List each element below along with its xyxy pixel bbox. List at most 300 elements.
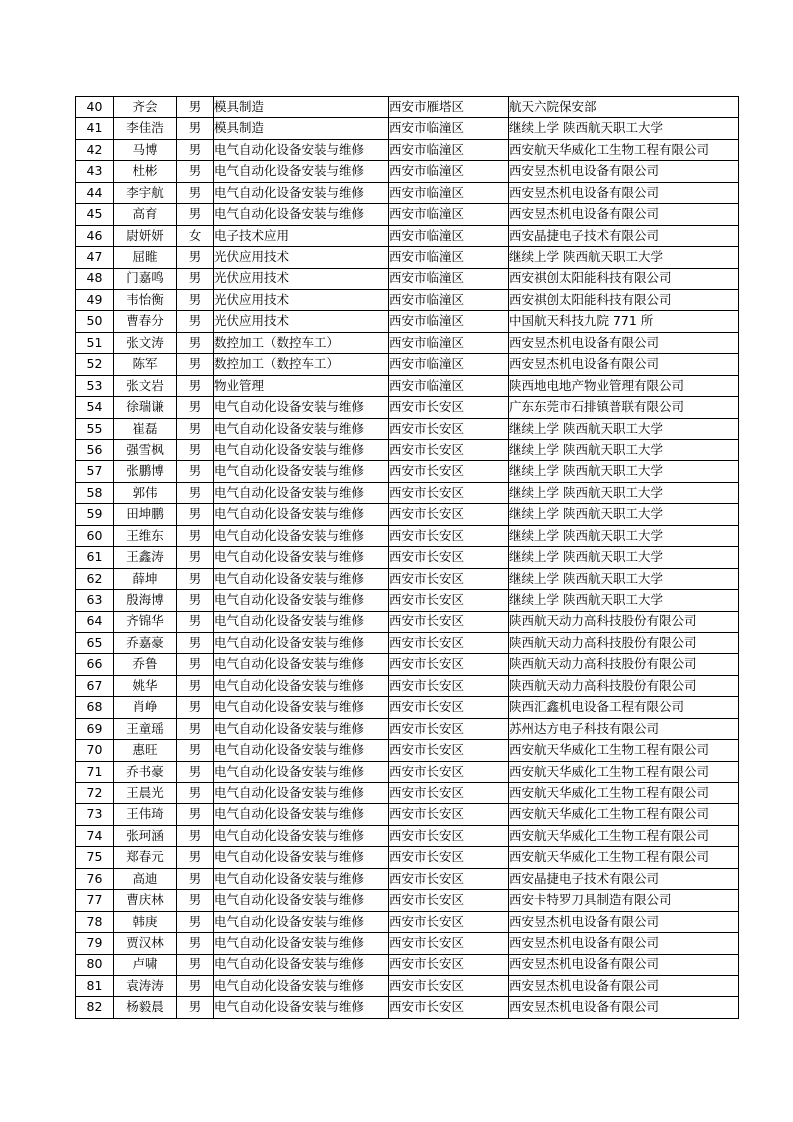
gender-cell: 男 bbox=[177, 397, 214, 418]
major-cell: 电气自动化设备安装与维修 bbox=[214, 954, 389, 975]
destination-cell: 西安航天华威化工生物工程有限公司 bbox=[509, 139, 739, 160]
destination-cell: 西安昱杰机电设备有限公司 bbox=[509, 161, 739, 182]
district-cell: 西安市长安区 bbox=[389, 440, 509, 461]
major-cell: 电气自动化设备安装与维修 bbox=[214, 418, 389, 439]
student-name-cell: 薛坤 bbox=[114, 568, 177, 589]
district-cell: 西安市长安区 bbox=[389, 654, 509, 675]
student-name-cell: 强雪枫 bbox=[114, 440, 177, 461]
major-cell: 电气自动化设备安装与维修 bbox=[214, 397, 389, 418]
destination-cell: 中国航天科技九院 771 所 bbox=[509, 311, 739, 332]
table-row bbox=[76, 890, 739, 911]
district-cell: 西安市长安区 bbox=[389, 697, 509, 718]
row-number-cell: 74 bbox=[76, 825, 114, 846]
table-row bbox=[76, 825, 739, 846]
row-number-cell: 61 bbox=[76, 547, 114, 568]
district-cell: 西安市长安区 bbox=[389, 740, 509, 761]
destination-cell: 西安昱杰机电设备有限公司 bbox=[509, 954, 739, 975]
district-cell: 西安市长安区 bbox=[389, 847, 509, 868]
destination-cell: 继续上学 陕西航天职工大学 bbox=[509, 568, 739, 589]
destination-cell: 西安祺创太阳能科技有限公司 bbox=[509, 268, 739, 289]
major-cell: 电气自动化设备安装与维修 bbox=[214, 482, 389, 503]
major-cell: 电子技术应用 bbox=[214, 225, 389, 246]
student-name-cell: 乔书豪 bbox=[114, 761, 177, 782]
gender-cell: 男 bbox=[177, 954, 214, 975]
district-cell: 西安市长安区 bbox=[389, 761, 509, 782]
student-name-cell: 袁涛涛 bbox=[114, 975, 177, 996]
student-name-cell: 马博 bbox=[114, 139, 177, 160]
row-number-cell: 60 bbox=[76, 525, 114, 546]
gender-cell: 女 bbox=[177, 225, 214, 246]
major-cell: 模具制造 bbox=[214, 97, 389, 118]
major-cell: 电气自动化设备安装与维修 bbox=[214, 568, 389, 589]
destination-cell: 继续上学 陕西航天职工大学 bbox=[509, 525, 739, 546]
row-number-cell: 81 bbox=[76, 975, 114, 996]
major-cell: 电气自动化设备安装与维修 bbox=[214, 868, 389, 889]
gender-cell: 男 bbox=[177, 482, 214, 503]
district-cell: 西安市长安区 bbox=[389, 504, 509, 525]
row-number-cell: 50 bbox=[76, 311, 114, 332]
table-row bbox=[76, 311, 739, 332]
district-cell: 西安市临潼区 bbox=[389, 161, 509, 182]
district-cell: 西安市长安区 bbox=[389, 783, 509, 804]
student-name-cell: 齐会 bbox=[114, 97, 177, 118]
row-number-cell: 82 bbox=[76, 997, 114, 1018]
gender-cell: 男 bbox=[177, 783, 214, 804]
table-row bbox=[76, 718, 739, 739]
gender-cell: 男 bbox=[177, 332, 214, 353]
major-cell: 电气自动化设备安装与维修 bbox=[214, 461, 389, 482]
district-cell: 西安市临潼区 bbox=[389, 247, 509, 268]
destination-cell: 西安昱杰机电设备有限公司 bbox=[509, 997, 739, 1018]
major-cell: 数控加工（数控车工） bbox=[214, 332, 389, 353]
major-cell: 电气自动化设备安装与维修 bbox=[214, 825, 389, 846]
gender-cell: 男 bbox=[177, 268, 214, 289]
destination-cell: 陕西汇鑫机电设备工程有限公司 bbox=[509, 697, 739, 718]
row-number-cell: 42 bbox=[76, 139, 114, 160]
student-name-cell: 陈军 bbox=[114, 354, 177, 375]
row-number-cell: 43 bbox=[76, 161, 114, 182]
destination-cell: 陕西航天动力高科技股份有限公司 bbox=[509, 654, 739, 675]
gender-cell: 男 bbox=[177, 975, 214, 996]
district-cell: 西安市临潼区 bbox=[389, 289, 509, 310]
major-cell: 光伏应用技术 bbox=[214, 311, 389, 332]
table-row bbox=[76, 225, 739, 246]
row-number-cell: 69 bbox=[76, 718, 114, 739]
row-number-cell: 46 bbox=[76, 225, 114, 246]
gender-cell: 男 bbox=[177, 204, 214, 225]
major-cell: 光伏应用技术 bbox=[214, 247, 389, 268]
major-cell: 数控加工（数控车工） bbox=[214, 354, 389, 375]
gender-cell: 男 bbox=[177, 375, 214, 396]
destination-cell: 西安祺创太阳能科技有限公司 bbox=[509, 289, 739, 310]
student-name-cell: 王伟琦 bbox=[114, 804, 177, 825]
district-cell: 西安市长安区 bbox=[389, 868, 509, 889]
major-cell: 电气自动化设备安装与维修 bbox=[214, 504, 389, 525]
destination-cell: 继续上学 陕西航天职工大学 bbox=[509, 461, 739, 482]
destination-cell: 苏州达方电子科技有限公司 bbox=[509, 718, 739, 739]
district-cell: 西安市长安区 bbox=[389, 568, 509, 589]
district-cell: 西安市长安区 bbox=[389, 825, 509, 846]
destination-cell: 西安航天华威化工生物工程有限公司 bbox=[509, 825, 739, 846]
destination-cell: 西安昱杰机电设备有限公司 bbox=[509, 354, 739, 375]
destination-cell: 西安航天华威化工生物工程有限公司 bbox=[509, 783, 739, 804]
row-number-cell: 67 bbox=[76, 675, 114, 696]
table-row bbox=[76, 761, 739, 782]
gender-cell: 男 bbox=[177, 311, 214, 332]
gender-cell: 男 bbox=[177, 461, 214, 482]
row-number-cell: 41 bbox=[76, 118, 114, 139]
destination-cell: 航天六院保安部 bbox=[509, 97, 739, 118]
student-name-cell: 齐锦华 bbox=[114, 611, 177, 632]
district-cell: 西安市长安区 bbox=[389, 525, 509, 546]
table-row bbox=[76, 289, 739, 310]
table-row bbox=[76, 375, 739, 396]
destination-cell: 陕西航天动力高科技股份有限公司 bbox=[509, 675, 739, 696]
student-name-cell: 乔鲁 bbox=[114, 654, 177, 675]
table-row bbox=[76, 182, 739, 203]
major-cell: 电气自动化设备安装与维修 bbox=[214, 675, 389, 696]
table-row bbox=[76, 547, 739, 568]
student-name-cell: 杨毅晨 bbox=[114, 997, 177, 1018]
gender-cell: 男 bbox=[177, 868, 214, 889]
district-cell: 西安市临潼区 bbox=[389, 182, 509, 203]
gender-cell: 男 bbox=[177, 568, 214, 589]
district-cell: 西安市长安区 bbox=[389, 718, 509, 739]
district-cell: 西安市长安区 bbox=[389, 418, 509, 439]
major-cell: 电气自动化设备安装与维修 bbox=[214, 182, 389, 203]
gender-cell: 男 bbox=[177, 804, 214, 825]
student-name-cell: 田坤鹏 bbox=[114, 504, 177, 525]
destination-cell: 西安昱杰机电设备有限公司 bbox=[509, 911, 739, 932]
destination-cell: 西安航天华威化工生物工程有限公司 bbox=[509, 847, 739, 868]
table-row bbox=[76, 783, 739, 804]
major-cell: 电气自动化设备安装与维修 bbox=[214, 204, 389, 225]
gender-cell: 男 bbox=[177, 997, 214, 1018]
major-cell: 电气自动化设备安装与维修 bbox=[214, 911, 389, 932]
district-cell: 西安市长安区 bbox=[389, 804, 509, 825]
gender-cell: 男 bbox=[177, 547, 214, 568]
destination-cell: 继续上学 陕西航天职工大学 bbox=[509, 590, 739, 611]
major-cell: 物业管理 bbox=[214, 375, 389, 396]
student-name-cell: 乔嘉豪 bbox=[114, 632, 177, 653]
table-row bbox=[76, 911, 739, 932]
graduate-placement-table bbox=[75, 96, 739, 1019]
row-number-cell: 72 bbox=[76, 783, 114, 804]
gender-cell: 男 bbox=[177, 354, 214, 375]
district-cell: 西安市临潼区 bbox=[389, 204, 509, 225]
row-number-cell: 58 bbox=[76, 482, 114, 503]
gender-cell: 男 bbox=[177, 440, 214, 461]
student-name-cell: 高育 bbox=[114, 204, 177, 225]
student-name-cell: 曹春分 bbox=[114, 311, 177, 332]
table-row bbox=[76, 354, 739, 375]
row-number-cell: 51 bbox=[76, 332, 114, 353]
destination-cell: 继续上学 陕西航天职工大学 bbox=[509, 504, 739, 525]
row-number-cell: 44 bbox=[76, 182, 114, 203]
row-number-cell: 65 bbox=[76, 632, 114, 653]
student-name-cell: 郭伟 bbox=[114, 482, 177, 503]
row-number-cell: 56 bbox=[76, 440, 114, 461]
gender-cell: 男 bbox=[177, 418, 214, 439]
table-row bbox=[76, 268, 739, 289]
gender-cell: 男 bbox=[177, 182, 214, 203]
student-name-cell: 姚华 bbox=[114, 675, 177, 696]
row-number-cell: 53 bbox=[76, 375, 114, 396]
major-cell: 电气自动化设备安装与维修 bbox=[214, 890, 389, 911]
row-number-cell: 45 bbox=[76, 204, 114, 225]
district-cell: 西安市临潼区 bbox=[389, 332, 509, 353]
student-name-cell: 张文岩 bbox=[114, 375, 177, 396]
row-number-cell: 68 bbox=[76, 697, 114, 718]
table-row bbox=[76, 632, 739, 653]
gender-cell: 男 bbox=[177, 847, 214, 868]
destination-cell: 西安航天华威化工生物工程有限公司 bbox=[509, 740, 739, 761]
row-number-cell: 77 bbox=[76, 890, 114, 911]
student-name-cell: 郑春元 bbox=[114, 847, 177, 868]
table-row bbox=[76, 332, 739, 353]
table-row bbox=[76, 525, 739, 546]
table-row bbox=[76, 482, 739, 503]
row-number-cell: 40 bbox=[76, 97, 114, 118]
major-cell: 电气自动化设备安装与维修 bbox=[214, 997, 389, 1018]
destination-cell: 陕西航天动力高科技股份有限公司 bbox=[509, 632, 739, 653]
row-number-cell: 75 bbox=[76, 847, 114, 868]
gender-cell: 男 bbox=[177, 118, 214, 139]
gender-cell: 男 bbox=[177, 289, 214, 310]
major-cell: 电气自动化设备安装与维修 bbox=[214, 590, 389, 611]
gender-cell: 男 bbox=[177, 718, 214, 739]
table-row bbox=[76, 611, 739, 632]
table-row bbox=[76, 161, 739, 182]
row-number-cell: 70 bbox=[76, 740, 114, 761]
table-row bbox=[76, 397, 739, 418]
destination-cell: 继续上学 陕西航天职工大学 bbox=[509, 440, 739, 461]
row-number-cell: 66 bbox=[76, 654, 114, 675]
table-row bbox=[76, 933, 739, 954]
table-row bbox=[76, 954, 739, 975]
gender-cell: 男 bbox=[177, 890, 214, 911]
student-name-cell: 曹庆林 bbox=[114, 890, 177, 911]
major-cell: 光伏应用技术 bbox=[214, 289, 389, 310]
student-name-cell: 王维东 bbox=[114, 525, 177, 546]
gender-cell: 男 bbox=[177, 504, 214, 525]
table-row bbox=[76, 654, 739, 675]
gender-cell: 男 bbox=[177, 654, 214, 675]
district-cell: 西安市临潼区 bbox=[389, 354, 509, 375]
district-cell: 西安市长安区 bbox=[389, 482, 509, 503]
table-row bbox=[76, 504, 739, 525]
gender-cell: 男 bbox=[177, 911, 214, 932]
major-cell: 电气自动化设备安装与维修 bbox=[214, 933, 389, 954]
student-name-cell: 张珂涵 bbox=[114, 825, 177, 846]
student-name-cell: 殷海博 bbox=[114, 590, 177, 611]
district-cell: 西安市长安区 bbox=[389, 611, 509, 632]
district-cell: 西安市长安区 bbox=[389, 954, 509, 975]
table-row bbox=[76, 247, 739, 268]
major-cell: 电气自动化设备安装与维修 bbox=[214, 654, 389, 675]
district-cell: 西安市长安区 bbox=[389, 547, 509, 568]
district-cell: 西安市临潼区 bbox=[389, 225, 509, 246]
table-row bbox=[76, 590, 739, 611]
student-name-cell: 肖峥 bbox=[114, 697, 177, 718]
student-name-cell: 卢啸 bbox=[114, 954, 177, 975]
major-cell: 电气自动化设备安装与维修 bbox=[214, 525, 389, 546]
table-row bbox=[76, 418, 739, 439]
table-body bbox=[76, 97, 739, 1019]
student-name-cell: 张鹏博 bbox=[114, 461, 177, 482]
district-cell: 西安市长安区 bbox=[389, 911, 509, 932]
destination-cell: 西安昱杰机电设备有限公司 bbox=[509, 975, 739, 996]
table-row bbox=[76, 804, 739, 825]
district-cell: 西安市长安区 bbox=[389, 997, 509, 1018]
row-number-cell: 52 bbox=[76, 354, 114, 375]
table-row bbox=[76, 697, 739, 718]
row-number-cell: 48 bbox=[76, 268, 114, 289]
table-row bbox=[76, 97, 739, 118]
table-row bbox=[76, 675, 739, 696]
district-cell: 西安市长安区 bbox=[389, 397, 509, 418]
destination-cell: 继续上学 陕西航天职工大学 bbox=[509, 547, 739, 568]
destination-cell: 西安航天华威化工生物工程有限公司 bbox=[509, 761, 739, 782]
destination-cell: 西安卡特罗刀具制造有限公司 bbox=[509, 890, 739, 911]
district-cell: 西安市长安区 bbox=[389, 933, 509, 954]
district-cell: 西安市长安区 bbox=[389, 675, 509, 696]
table-row bbox=[76, 139, 739, 160]
student-name-cell: 李佳浩 bbox=[114, 118, 177, 139]
destination-cell: 继续上学 陕西航天职工大学 bbox=[509, 418, 739, 439]
student-name-cell: 门嘉鸣 bbox=[114, 268, 177, 289]
major-cell: 电气自动化设备安装与维修 bbox=[214, 139, 389, 160]
row-number-cell: 59 bbox=[76, 504, 114, 525]
destination-cell: 西安航天华威化工生物工程有限公司 bbox=[509, 804, 739, 825]
table-row bbox=[76, 975, 739, 996]
row-number-cell: 73 bbox=[76, 804, 114, 825]
destination-cell: 陕西地电地产物业管理有限公司 bbox=[509, 375, 739, 396]
gender-cell: 男 bbox=[177, 247, 214, 268]
gender-cell: 男 bbox=[177, 611, 214, 632]
district-cell: 西安市雁塔区 bbox=[389, 97, 509, 118]
district-cell: 西安市临潼区 bbox=[389, 139, 509, 160]
gender-cell: 男 bbox=[177, 825, 214, 846]
destination-cell: 继续上学 陕西航天职工大学 bbox=[509, 482, 739, 503]
student-name-cell: 高迪 bbox=[114, 868, 177, 889]
major-cell: 电气自动化设备安装与维修 bbox=[214, 718, 389, 739]
major-cell: 电气自动化设备安装与维修 bbox=[214, 697, 389, 718]
row-number-cell: 62 bbox=[76, 568, 114, 589]
destination-cell: 西安昱杰机电设备有限公司 bbox=[509, 182, 739, 203]
destination-cell: 西安晶捷电子技术有限公司 bbox=[509, 225, 739, 246]
district-cell: 西安市长安区 bbox=[389, 890, 509, 911]
gender-cell: 男 bbox=[177, 675, 214, 696]
row-number-cell: 78 bbox=[76, 911, 114, 932]
major-cell: 光伏应用技术 bbox=[214, 268, 389, 289]
student-name-cell: 王鑫涛 bbox=[114, 547, 177, 568]
gender-cell: 男 bbox=[177, 933, 214, 954]
destination-cell: 陕西航天动力高科技股份有限公司 bbox=[509, 611, 739, 632]
row-number-cell: 76 bbox=[76, 868, 114, 889]
major-cell: 模具制造 bbox=[214, 118, 389, 139]
student-name-cell: 李宇航 bbox=[114, 182, 177, 203]
student-name-cell: 韦怡衡 bbox=[114, 289, 177, 310]
major-cell: 电气自动化设备安装与维修 bbox=[214, 761, 389, 782]
table-row bbox=[76, 847, 739, 868]
gender-cell: 男 bbox=[177, 97, 214, 118]
major-cell: 电气自动化设备安装与维修 bbox=[214, 440, 389, 461]
student-name-cell: 韩庚 bbox=[114, 911, 177, 932]
major-cell: 电气自动化设备安装与维修 bbox=[214, 783, 389, 804]
destination-cell: 西安晶捷电子技术有限公司 bbox=[509, 868, 739, 889]
table-row bbox=[76, 740, 739, 761]
table-row bbox=[76, 461, 739, 482]
gender-cell: 男 bbox=[177, 139, 214, 160]
row-number-cell: 71 bbox=[76, 761, 114, 782]
row-number-cell: 49 bbox=[76, 289, 114, 310]
destination-cell: 西安昱杰机电设备有限公司 bbox=[509, 204, 739, 225]
student-name-cell: 屈睢 bbox=[114, 247, 177, 268]
district-cell: 西安市临潼区 bbox=[389, 311, 509, 332]
student-name-cell: 贾汉林 bbox=[114, 933, 177, 954]
district-cell: 西安市临潼区 bbox=[389, 118, 509, 139]
gender-cell: 男 bbox=[177, 632, 214, 653]
table-row bbox=[76, 568, 739, 589]
destination-cell: 继续上学 陕西航天职工大学 bbox=[509, 247, 739, 268]
row-number-cell: 63 bbox=[76, 590, 114, 611]
district-cell: 西安市长安区 bbox=[389, 632, 509, 653]
row-number-cell: 55 bbox=[76, 418, 114, 439]
table-row bbox=[76, 204, 739, 225]
table-row bbox=[76, 440, 739, 461]
student-name-cell: 崔磊 bbox=[114, 418, 177, 439]
destination-cell: 西安昱杰机电设备有限公司 bbox=[509, 332, 739, 353]
student-name-cell: 徐瑞谦 bbox=[114, 397, 177, 418]
district-cell: 西安市临潼区 bbox=[389, 268, 509, 289]
row-number-cell: 47 bbox=[76, 247, 114, 268]
major-cell: 电气自动化设备安装与维修 bbox=[214, 847, 389, 868]
row-number-cell: 80 bbox=[76, 954, 114, 975]
gender-cell: 男 bbox=[177, 740, 214, 761]
student-name-cell: 张文涛 bbox=[114, 332, 177, 353]
gender-cell: 男 bbox=[177, 697, 214, 718]
row-number-cell: 57 bbox=[76, 461, 114, 482]
gender-cell: 男 bbox=[177, 525, 214, 546]
district-cell: 西安市长安区 bbox=[389, 590, 509, 611]
gender-cell: 男 bbox=[177, 590, 214, 611]
student-name-cell: 杜彬 bbox=[114, 161, 177, 182]
student-name-cell: 王晨光 bbox=[114, 783, 177, 804]
row-number-cell: 54 bbox=[76, 397, 114, 418]
major-cell: 电气自动化设备安装与维修 bbox=[214, 632, 389, 653]
major-cell: 电气自动化设备安装与维修 bbox=[214, 611, 389, 632]
major-cell: 电气自动化设备安装与维修 bbox=[214, 804, 389, 825]
row-number-cell: 79 bbox=[76, 933, 114, 954]
major-cell: 电气自动化设备安装与维修 bbox=[214, 547, 389, 568]
district-cell: 西安市长安区 bbox=[389, 975, 509, 996]
table-row bbox=[76, 997, 739, 1018]
student-name-cell: 王童瑶 bbox=[114, 718, 177, 739]
major-cell: 电气自动化设备安装与维修 bbox=[214, 740, 389, 761]
district-cell: 西安市临潼区 bbox=[389, 375, 509, 396]
student-name-cell: 惠旺 bbox=[114, 740, 177, 761]
major-cell: 电气自动化设备安装与维修 bbox=[214, 161, 389, 182]
major-cell: 电气自动化设备安装与维修 bbox=[214, 975, 389, 996]
table-row bbox=[76, 118, 739, 139]
row-number-cell: 64 bbox=[76, 611, 114, 632]
table-row bbox=[76, 868, 739, 889]
destination-cell: 广东东莞市石排镇普联有限公司 bbox=[509, 397, 739, 418]
district-cell: 西安市长安区 bbox=[389, 461, 509, 482]
gender-cell: 男 bbox=[177, 161, 214, 182]
destination-cell: 西安昱杰机电设备有限公司 bbox=[509, 933, 739, 954]
